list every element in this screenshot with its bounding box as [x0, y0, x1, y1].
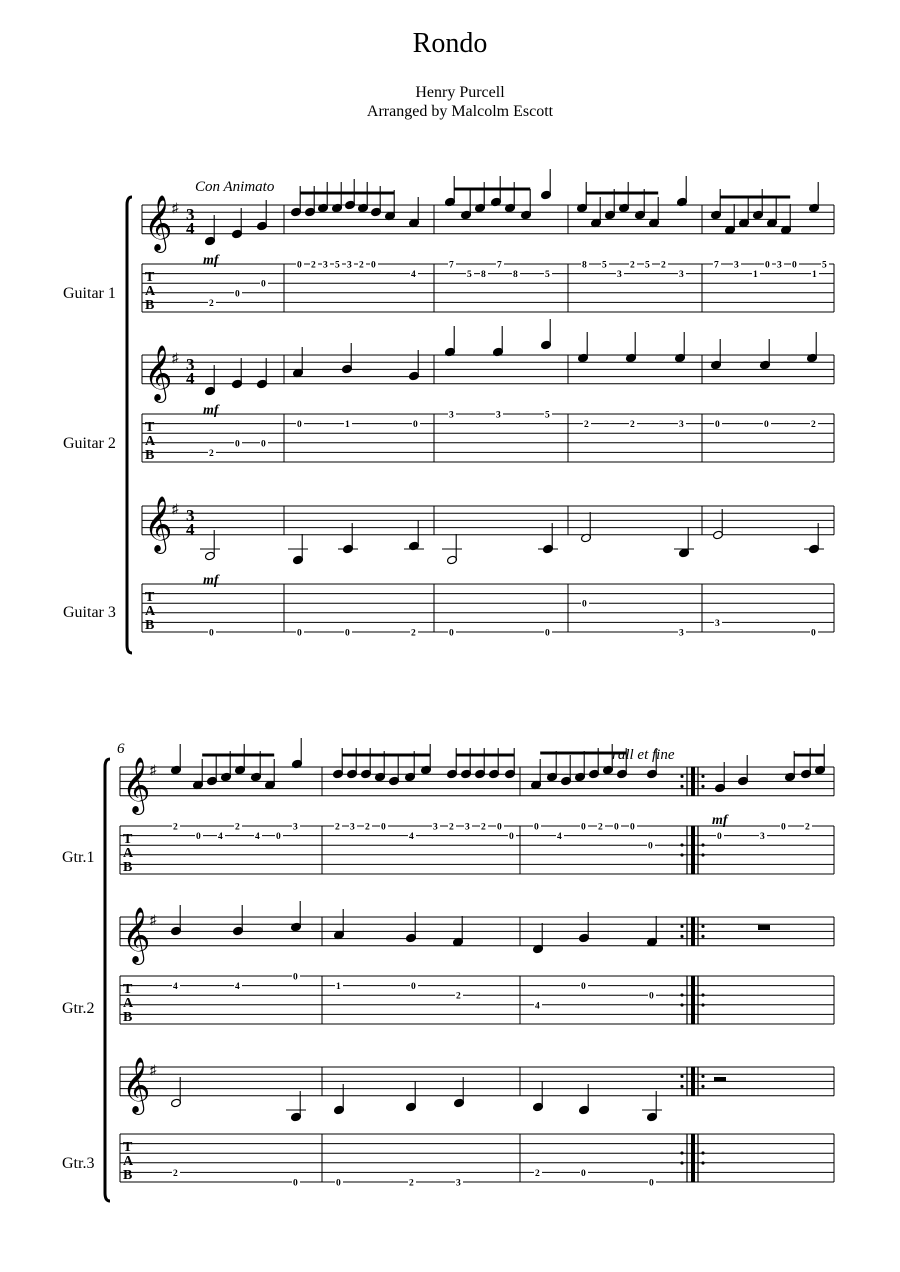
tab-number: 0	[297, 420, 302, 431]
time-signature-top: 3	[186, 355, 195, 374]
tab-clef-letter: B	[123, 1168, 133, 1183]
tab-number: 3	[456, 1178, 461, 1189]
tab-number: 1	[753, 270, 758, 281]
treble-clef: 𝄞	[122, 909, 151, 962]
tab-number: 7	[497, 260, 502, 271]
repeat-dot	[680, 775, 683, 778]
tab-number: 0	[297, 628, 302, 639]
tab-number: 0	[413, 420, 418, 431]
tab-clef-letter: T	[145, 590, 155, 605]
tab-number: 0	[261, 439, 266, 450]
tab-number: 5	[602, 260, 607, 271]
repeat-dot	[680, 1075, 683, 1078]
time-signature-top: 3	[186, 506, 195, 525]
tab-number: 8	[582, 260, 587, 271]
tab-number: 5	[545, 270, 550, 281]
tab-number: 2	[630, 420, 635, 431]
tab-number: 0	[765, 260, 770, 271]
rest	[714, 1077, 726, 1081]
tab-number: 3	[293, 822, 298, 833]
tab-number: 0	[381, 822, 386, 833]
tab-number: 2	[335, 822, 340, 833]
key-signature-sharp: ♯	[172, 200, 179, 215]
tab-clef-letter: A	[145, 604, 156, 619]
treble-clef: 𝄞	[122, 1059, 151, 1112]
tab-number: 5	[645, 260, 650, 271]
tab-number: 0	[261, 279, 266, 290]
repeat-dot	[701, 1003, 704, 1006]
instrument-label: Gtr.3	[62, 1155, 95, 1172]
tab-number: 0	[235, 289, 240, 300]
tab-number: 4	[173, 982, 178, 993]
tab-number: 0	[371, 260, 376, 271]
repeat-dot	[680, 785, 683, 788]
tab-number: 0	[581, 982, 586, 993]
tab-number: 2	[173, 822, 178, 833]
tab-number: 8	[481, 270, 486, 281]
tab-number: 7	[714, 260, 719, 271]
tab-number: 3	[760, 832, 765, 843]
key-signature-sharp: ♯	[150, 912, 157, 927]
tab-number: 0	[534, 822, 539, 833]
tab-number: 3	[449, 410, 454, 421]
time-signature-bottom: 4	[186, 369, 195, 388]
tab-clef-letter: A	[145, 284, 156, 299]
system-2	[62, 738, 834, 1201]
tab-number: 2	[409, 1178, 414, 1189]
system-bracket	[105, 759, 110, 1201]
tab-number: 0	[276, 832, 281, 843]
tab-clef-letter: A	[123, 996, 134, 1011]
tab-number: 0	[293, 1178, 298, 1189]
repeat-dot	[680, 993, 683, 996]
tab-number: 3	[679, 270, 684, 281]
tab-clef-letter: B	[145, 448, 155, 463]
tab-number: 2	[598, 822, 603, 833]
tab-clef-letter: B	[123, 1010, 133, 1025]
treble-clef: 𝄞	[122, 759, 151, 812]
repeat-dot	[701, 785, 704, 788]
tab-number: 2	[661, 260, 666, 271]
tab-number: 2	[311, 260, 316, 271]
tab-number: 2	[630, 260, 635, 271]
tab-number: 0	[649, 1178, 654, 1189]
dynamic-marking: mf	[203, 403, 219, 418]
tab-number: 2	[449, 822, 454, 833]
key-signature-sharp: ♯	[150, 762, 157, 777]
tab-number: 0	[648, 841, 653, 852]
tab-number: 7	[449, 260, 454, 271]
dynamic-marking: mf	[203, 253, 219, 268]
tab-number: 0	[545, 628, 550, 639]
tab-number: 0	[449, 628, 454, 639]
tab-number: 2	[805, 822, 810, 833]
tab-number: 5	[545, 410, 550, 421]
key-signature-sharp: ♯	[150, 1062, 157, 1077]
tab-number: 0	[614, 822, 619, 833]
tab-number: 0	[293, 972, 298, 983]
tab-number: 0	[196, 832, 201, 843]
tab-number: 2	[173, 1168, 178, 1179]
tab-clef-letter: T	[145, 270, 155, 285]
tab-clef-letter: T	[145, 420, 155, 435]
instrument-label: Gtr.1	[62, 849, 95, 866]
tab-number: 5	[822, 260, 827, 271]
instrument-label: Guitar 1	[63, 285, 116, 302]
measure-number: 6	[117, 741, 125, 757]
tab-number: 4	[235, 982, 240, 993]
instrument-label: Guitar 2	[63, 435, 116, 452]
tab-number: 0	[792, 260, 797, 271]
tab-number: 4	[409, 832, 414, 843]
tab-clef-letter: B	[145, 618, 155, 633]
tab-number: 3	[465, 822, 470, 833]
tab-number: 0	[209, 628, 214, 639]
tab-clef-letter: T	[123, 832, 133, 847]
tab-number: 2	[535, 1168, 540, 1179]
tab-number: 0	[411, 982, 416, 993]
tab-number: 2	[411, 628, 416, 639]
tab-clef-letter: T	[123, 982, 133, 997]
dynamic-marking: mf	[712, 813, 728, 828]
tab-number: 3	[617, 270, 622, 281]
key-signature-sharp: ♯	[172, 350, 179, 365]
tab-number: 4	[557, 832, 562, 843]
key-signature-sharp: ♯	[172, 501, 179, 516]
repeat-dot	[701, 843, 704, 846]
tab-clef-letter: T	[123, 1140, 133, 1155]
tab-clef-letter: A	[123, 846, 134, 861]
tab-number: 4	[411, 270, 416, 281]
repeat-dot	[680, 935, 683, 938]
treble-clef: 𝄞	[144, 347, 173, 400]
tab-number: 4	[218, 832, 223, 843]
tab-number: 2	[481, 822, 486, 833]
tab-number: 2	[456, 991, 461, 1002]
tab-number: 5	[335, 260, 340, 271]
tab-number: 3	[350, 822, 355, 833]
tab-number: 3	[734, 260, 739, 271]
repeat-dot	[701, 1161, 704, 1164]
tab-number: 0	[811, 628, 816, 639]
direction-text: rall et fine	[612, 747, 675, 763]
tab-clef-letter: B	[123, 860, 133, 875]
tab-number: 0	[497, 822, 502, 833]
tab-number: 0	[581, 822, 586, 833]
tab-number: 3	[323, 260, 328, 271]
dynamic-marking: mf	[203, 573, 219, 588]
time-signature-bottom: 4	[186, 219, 195, 238]
tab-number: 0	[649, 991, 654, 1002]
tempo-marking: Con Animato	[195, 179, 275, 195]
tab-number: 0	[715, 420, 720, 431]
repeat-dot	[701, 925, 704, 928]
tab-number: 3	[347, 260, 352, 271]
time-signature-top: 3	[186, 205, 195, 224]
system-1	[63, 169, 834, 653]
treble-clef: 𝄞	[144, 197, 173, 250]
tab-number: 1	[812, 270, 817, 281]
repeat-dot	[701, 1075, 704, 1078]
tab-number: 4	[535, 1001, 540, 1012]
instrument-label: Guitar 3	[63, 604, 116, 621]
tab-number: 2	[209, 448, 214, 459]
tab-number: 0	[630, 822, 635, 833]
repeat-dot	[701, 993, 704, 996]
arranger-credit: Arranged by Malcolm Escott	[366, 103, 554, 120]
tab-number: 3	[433, 822, 438, 833]
tab-number: 4	[255, 832, 260, 843]
tab-number: 0	[297, 260, 302, 271]
repeat-dot	[680, 1151, 683, 1154]
tab-number: 0	[581, 1168, 586, 1179]
tab-number: 8	[513, 270, 518, 281]
rest	[758, 925, 770, 930]
tab-number: 0	[781, 822, 786, 833]
composer-credit: Henry Purcell	[415, 84, 505, 101]
tab-number: 0	[582, 599, 587, 610]
tab-number: 3	[679, 420, 684, 431]
tab-number: 3	[715, 618, 720, 629]
tab-number: 0	[345, 628, 350, 639]
treble-clef: 𝄞	[144, 498, 173, 551]
tab-number: 1	[336, 982, 341, 993]
system-bracket	[127, 197, 132, 653]
tab-number: 3	[777, 260, 782, 271]
repeat-dot	[701, 1151, 704, 1154]
tab-number: 5	[467, 270, 472, 281]
tab-number: 0	[764, 420, 769, 431]
tab-number: 2	[209, 298, 214, 309]
repeat-dot	[680, 843, 683, 846]
repeat-dot	[680, 1161, 683, 1164]
tab-number: 0	[336, 1178, 341, 1189]
score-title: Rondo	[412, 28, 488, 59]
tab-clef-letter: A	[123, 1154, 134, 1169]
tab-number: 3	[496, 410, 501, 421]
tab-clef-letter: A	[145, 434, 156, 449]
tab-number: 2	[584, 420, 589, 431]
tab-number: 0	[509, 832, 514, 843]
tab-number: 2	[235, 822, 240, 833]
repeat-dot	[701, 935, 704, 938]
tab-number: 0	[235, 439, 240, 450]
repeat-dot	[701, 853, 704, 856]
repeat-dot	[680, 853, 683, 856]
tab-number: 1	[345, 420, 350, 431]
repeat-dot	[680, 925, 683, 928]
repeat-dot	[680, 1085, 683, 1088]
tab-number: 2	[359, 260, 364, 271]
tab-number: 3	[679, 628, 684, 639]
tab-number: 0	[717, 832, 722, 843]
tab-number: 2	[365, 822, 370, 833]
tab-number: 2	[811, 420, 816, 431]
time-signature-bottom: 4	[186, 520, 195, 539]
instrument-label: Gtr.2	[62, 1000, 95, 1017]
repeat-dot	[701, 1085, 704, 1088]
repeat-dot	[701, 775, 704, 778]
tab-clef-letter: B	[145, 298, 155, 313]
repeat-dot	[680, 1003, 683, 1006]
